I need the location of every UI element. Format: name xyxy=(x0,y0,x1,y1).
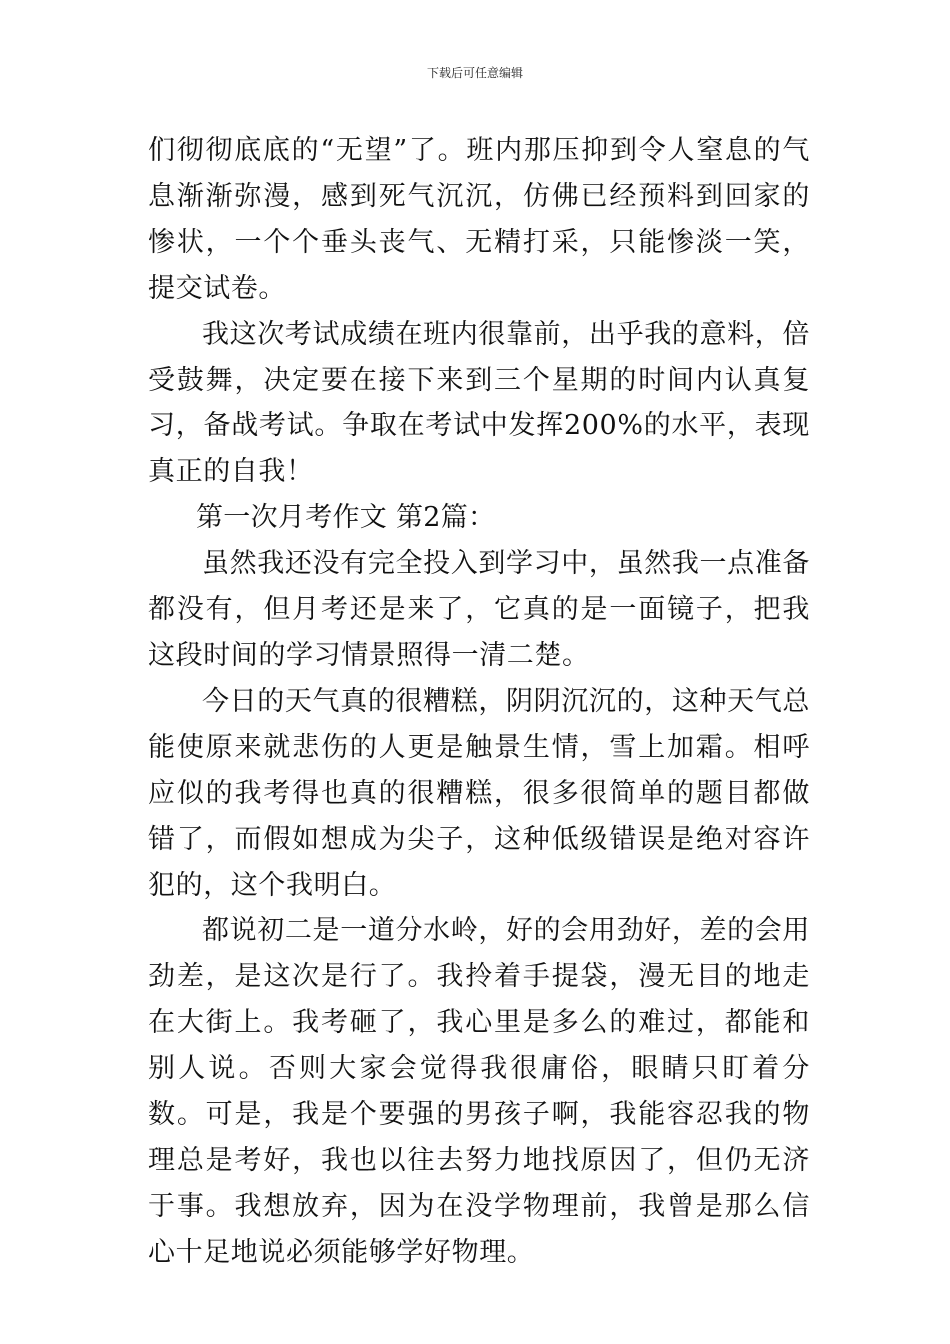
section-heading: 第一次月考作文 第2篇： xyxy=(196,502,496,534)
paragraph: 今日的天气真的很糟糕，阴阴沉沉的，这种天气总能使原来就悲伤的人更是触景生情，雪上加霜。相呼应似的我考得也真的很糟糕，很多很简单的题目都做错了，而假如想成为尖子，这种低级错误是绝对容许犯的，这个我明白。 xyxy=(148,685,810,901)
paragraph: 都说初二是一道分水岭，好的会用劲好，差的会用劲差，是这次是行了。我拎着手提袋，漫无目的地走在大街上。我考砸了，我心里是多么的难过，都能和别人说。否则大家会觉得我很庸俗，眼睛只盯着分数。可是，我是个要强的男孩子啊，我能容忍我的物理总是考好，我也以往去努力地找原因了，但仍无济于事。我想放弃，因为在没学物理前，我曾是那么信心十足地说必须能够学好物理。 xyxy=(148,915,810,1268)
paragraph-continuation: 们彻彻底底的“无望”了。班内那压抑到令人窒息的气息渐渐弥漫，感到死气沉沉，仿佛已经预料到回家的惨状，一个个垂头丧气、无精打采，只能惨淡一笑，提交试卷。 xyxy=(148,135,810,304)
document-body xyxy=(148,128,810,1276)
paragraph: 虽然我还没有完全投入到学习中，虽然我一点准备都没有，但月考还是来了，它真的是一面镜子，把我这段时间的学习情景照得一清二楚。 xyxy=(148,548,810,671)
page-header: 下载后可任意编辑 xyxy=(426,66,523,80)
paragraph: 我这次考试成绩在班内很靠前，出乎我的意料，倍受鼓舞，决定要在接下来到三个星期的时间内认真复习，备战考试。争取在考试中发挥200%的水平，表现真正的自我！ xyxy=(148,318,810,488)
